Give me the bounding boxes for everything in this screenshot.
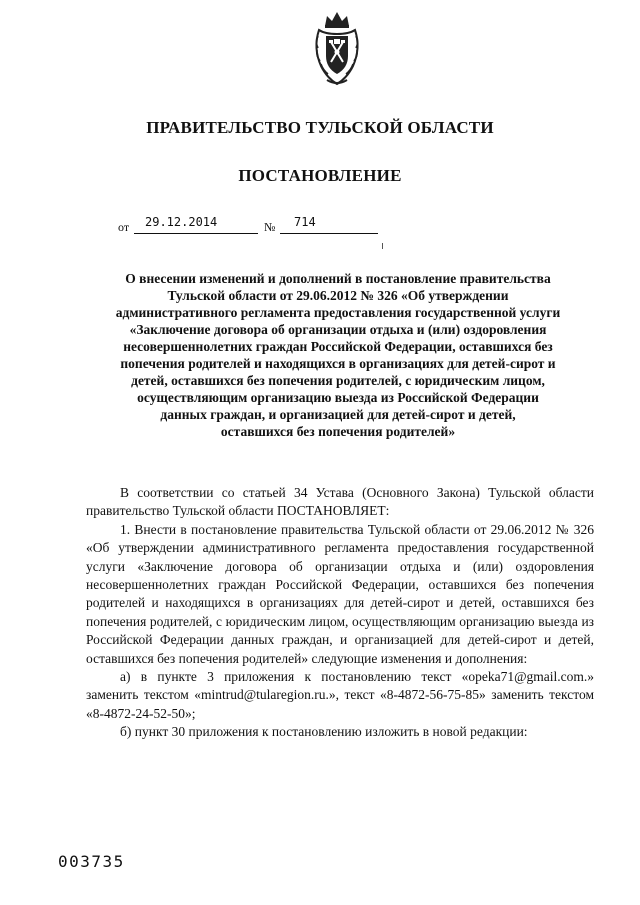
date-number-row — [118, 215, 378, 237]
document-date: 29.12.2014 — [145, 215, 218, 229]
heading-line: осуществляющим организацию выезда из Российской Федерации — [137, 390, 539, 405]
heading-line: несовершеннолетних граждан Российской Федерации, оставшихся без — [123, 339, 553, 354]
number-prefix: № — [264, 220, 276, 234]
body-paragraph: В соответствии со статьей 34 Устава (Основного Закона) Тульской области правительство Тульской области ПОСТАНОВЛЯЕТ: — [86, 485, 594, 519]
serial-number: 003735 — [58, 852, 125, 871]
heading-line: О внесении изменений и дополнений в постановление правительства — [125, 271, 551, 286]
organization-title: ПРАВИТЕЛЬСТВО ТУЛЬСКОЙ ОБЛАСТИ — [146, 118, 494, 137]
heading-line: административного регламента предоставления государственной услуги — [115, 305, 561, 320]
heading-line: «Заключение договора об организации отдыха и (или) оздоровления — [129, 322, 547, 337]
document-number: 714 — [294, 215, 316, 229]
heading-line: попечения родителей и находящихся в организациях для детей-сирот и — [120, 356, 556, 371]
heading-line: детей, оставшихся без попечения родителей, с юридическим лицом, — [131, 373, 545, 388]
scan-mark — [382, 243, 383, 249]
body-paragraph: 1. Внести в постановление правительства Тульской области от 29.06.2012 № 326 «Об утверждении административного регламента предоставления государственной услуги «Заключение договора об организации отдыха и (или) оздоровления несовершеннолетних граждан Российской Федерации, оставшихся без попечения родителей и находящихся в организациях для детей-сирот и детей, оставшихся без попечения родителей, с юридическим лицом, осуществляющим организацию выезда из Российской Федерации данных граждан, и организацией для детей-сирот и детей, оставшихся без попечения родителей» следующие изменения и дополнения: — [86, 521, 594, 666]
document-type: ПОСТАНОВЛЕНИЕ — [238, 166, 402, 185]
body-paragraph: б) пункт 30 приложения к постановлению изложить в новой редакции: — [120, 724, 528, 740]
document-body — [86, 484, 594, 742]
heading-line: данных граждан, и организацией для детей-сирот и детей, — [160, 407, 516, 422]
number-underline — [280, 233, 378, 234]
coat-of-arms-icon — [309, 8, 365, 88]
body-paragraph: а) в пункте 3 приложения к постановлению текст «opeka71@gmail.com.» заменить текстом «mintrud@tularegion.ru.», текст «8-4872-56-75-85» заменить текстом «8-4872-24-52-50»; — [86, 669, 594, 721]
heading-line: Тульской области от 29.06.2012 № 326 «Об утверждении — [167, 288, 509, 303]
document-heading — [110, 270, 566, 440]
heading-line: оставшихся без попечения родителей» — [220, 424, 456, 439]
date-prefix: от — [118, 220, 130, 234]
date-underline — [134, 233, 258, 234]
